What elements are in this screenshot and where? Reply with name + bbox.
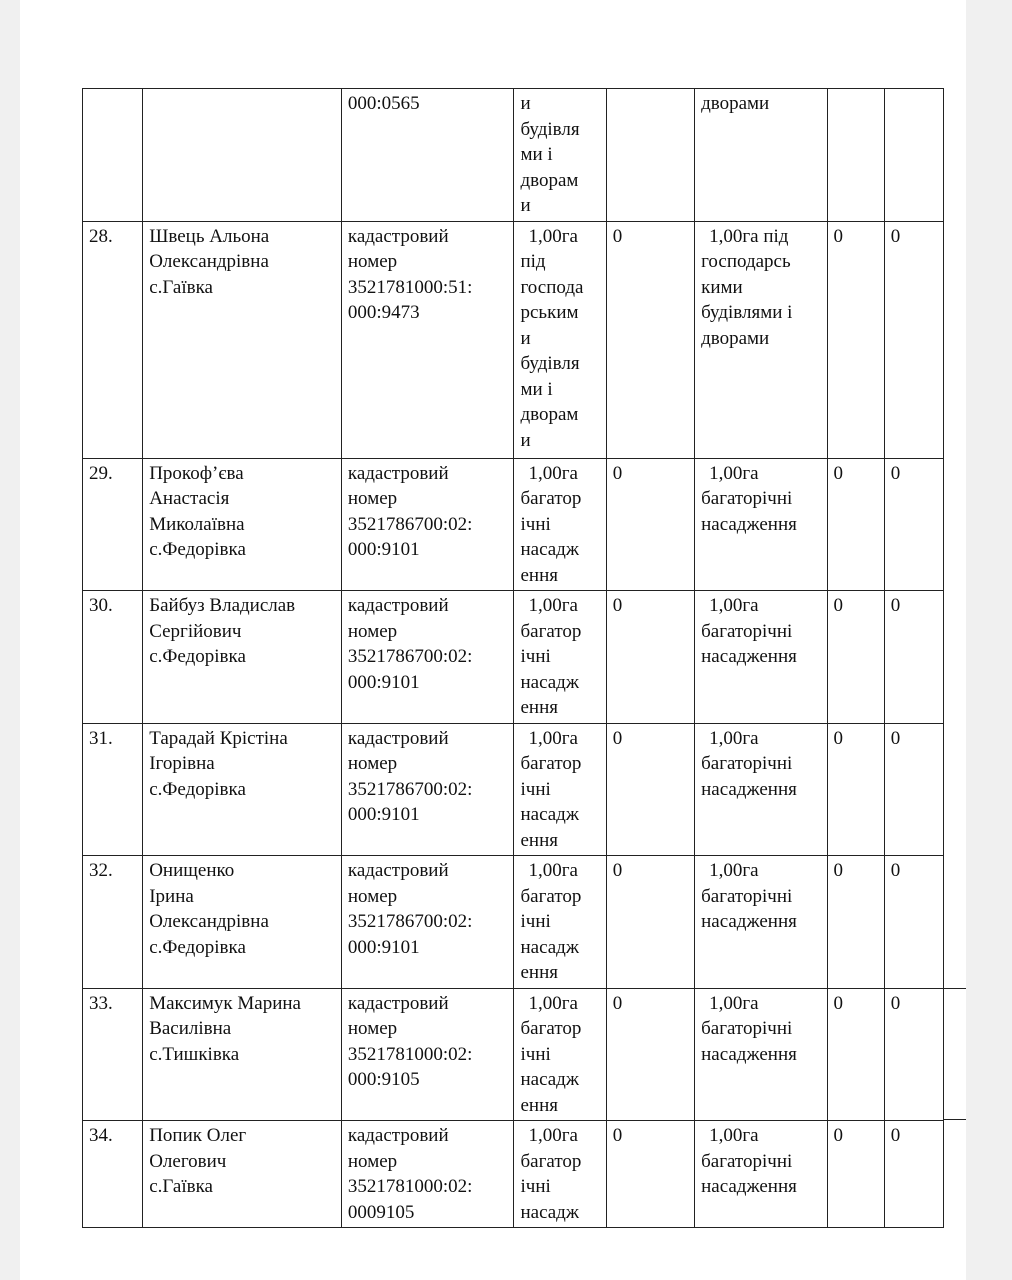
cadastral-line: 0009105 — [347, 1201, 415, 1223]
person-name-line: Миколаївна — [149, 513, 245, 535]
table-row — [83, 221, 944, 458]
purpose-line: багаторічні — [701, 1018, 793, 1039]
value-zero: 0 — [612, 595, 623, 616]
cell-col8 — [884, 723, 943, 856]
cell-num — [83, 856, 143, 989]
value-zero: 0 — [833, 225, 844, 247]
person-name-line: Олегович — [149, 1150, 227, 1172]
cell-purpose — [695, 89, 827, 222]
purpose-line: 1,00га — [709, 462, 759, 484]
person-name-line: Максимук Марина — [149, 992, 301, 1014]
table-row — [83, 988, 944, 1121]
cadastral-line: 3521786700:02: — [347, 513, 473, 535]
cell-col5 — [606, 988, 694, 1121]
cell-num — [83, 458, 143, 591]
cell-num — [83, 988, 143, 1121]
cadastral-line: кадастровий — [347, 225, 449, 247]
person-name-line: Тарадай Крістіна — [149, 727, 288, 749]
area-line: багатор — [520, 1018, 582, 1039]
cell-area — [514, 591, 606, 724]
cell-col5 — [606, 591, 694, 724]
value-zero: 0 — [890, 225, 901, 247]
person-name-line: Байбуз Владислав — [149, 595, 296, 616]
person-name-line: Ігорівна — [149, 753, 215, 774]
area-line: багатор — [520, 620, 582, 642]
purpose-line: 1,00га — [709, 1125, 759, 1146]
area-line: господа — [520, 276, 584, 298]
value-zero: 0 — [612, 225, 623, 247]
cadastral-line: номер — [347, 620, 398, 642]
cell-col5 — [606, 221, 694, 458]
cadastral-line: номер — [347, 885, 398, 907]
area-line: ічні — [520, 513, 551, 535]
purpose-line: 1,00га — [709, 595, 759, 616]
cell-col8 — [884, 89, 943, 222]
value-zero: 0 — [833, 462, 844, 484]
purpose-line: кими — [701, 276, 743, 298]
cadastral-line: номер — [347, 1018, 398, 1039]
cell-cadastral — [341, 458, 514, 591]
area-line: ення — [520, 962, 558, 983]
row-divider-extension — [944, 1119, 966, 1120]
cell-purpose — [695, 988, 827, 1121]
table-row — [83, 723, 944, 856]
cell-col8 — [884, 988, 943, 1121]
cell-col7 — [827, 89, 884, 222]
cell-col7 — [827, 458, 884, 591]
value-zero: 0 — [833, 860, 844, 881]
person-name-line: Олександрівна — [149, 911, 269, 932]
cadastral-line: 000:9101 — [347, 804, 420, 825]
cadastral-line: кадастровий — [347, 860, 449, 881]
cadastral-line: 3521781000:02: — [347, 1176, 473, 1197]
cell-name — [143, 591, 342, 724]
purpose-line: 1,00га — [709, 860, 759, 881]
cell-num — [83, 89, 143, 222]
value-zero: 0 — [612, 992, 623, 1014]
purpose-line: насадження — [701, 778, 797, 800]
area-line: насадж — [520, 804, 579, 825]
area-line: 1,00га — [528, 462, 578, 484]
cell-purpose — [695, 458, 827, 591]
purpose-line: насадження — [701, 646, 797, 667]
row-number: 30. — [89, 595, 113, 616]
cadastral-line: 000:9101 — [347, 539, 420, 560]
person-name-line: с.Гаївка — [149, 1176, 213, 1197]
value-zero: 0 — [612, 727, 623, 749]
person-name-line: Василівна — [149, 1018, 232, 1039]
cell-area — [514, 988, 606, 1121]
purpose-line: насадження — [701, 1043, 797, 1065]
cell-col7 — [827, 591, 884, 724]
purpose-line: насадження — [701, 513, 797, 535]
purpose-line: багаторічні — [701, 885, 793, 907]
row-number: 29. — [89, 462, 113, 484]
person-name-line: Ірина — [149, 885, 194, 907]
table-row — [83, 856, 944, 989]
area-line: ення — [520, 829, 558, 851]
value-zero: 0 — [612, 860, 623, 881]
cadastral-line: кадастровий — [347, 727, 449, 749]
cell-purpose — [695, 856, 827, 989]
cell-num — [83, 723, 143, 856]
purpose-line: багаторічні — [701, 1150, 793, 1172]
purpose-line: дворами — [701, 327, 770, 349]
area-line: ення — [520, 1094, 558, 1116]
cell-col7 — [827, 723, 884, 856]
cell-num — [83, 1121, 143, 1228]
area-line: и — [520, 429, 531, 451]
area-line: ічні — [520, 1043, 551, 1065]
purpose-line: господарсь — [701, 251, 791, 272]
cell-name — [143, 221, 342, 458]
value-zero: 0 — [890, 860, 901, 881]
person-name-line: Швець Альона — [149, 225, 270, 247]
cadastral-line: кадастровий — [347, 992, 449, 1014]
cell-cadastral — [341, 1121, 514, 1228]
purpose-line: насадження — [701, 1176, 797, 1197]
cell-purpose — [695, 221, 827, 458]
cadastral-line: 3521786700:02: — [347, 911, 473, 932]
table-row-continuation — [83, 89, 944, 222]
value-zero: 0 — [833, 1125, 844, 1146]
cell-col8 — [884, 591, 943, 724]
person-name-line: Попик Олег — [149, 1125, 247, 1146]
cadastral-line: 3521781000:02: — [347, 1043, 473, 1065]
cell-col7 — [827, 988, 884, 1121]
cell-name — [143, 458, 342, 591]
area-line: и — [520, 93, 531, 114]
cell-col5 — [606, 1121, 694, 1228]
area-line: насадж — [520, 936, 579, 958]
area-line: и — [520, 195, 531, 216]
value-zero: 0 — [833, 992, 844, 1014]
cell-cadastral — [341, 89, 514, 222]
purpose-line: будівлями і — [701, 302, 793, 323]
area-line: під — [520, 251, 546, 272]
area-line: 1,00га — [528, 1125, 578, 1146]
area-line: 1,00га — [528, 727, 578, 749]
purpose-line: насадження — [701, 911, 797, 932]
cell-name — [143, 1121, 342, 1228]
area-line: будівля — [520, 118, 580, 140]
row-number: 33. — [89, 992, 113, 1014]
area-line: насадж — [520, 1201, 579, 1223]
person-name-line: Прокоф’єва — [149, 462, 244, 484]
cell-area — [514, 221, 606, 458]
value-zero: 0 — [890, 1125, 901, 1146]
cadastral-line: кадастровий — [347, 595, 449, 616]
table-row — [83, 458, 944, 591]
cell-area — [514, 723, 606, 856]
land-allocation-table — [82, 88, 944, 1228]
area-line: багатор — [520, 488, 582, 509]
cell-cadastral — [341, 856, 514, 989]
cadastral-line: 3521781000:51: — [347, 276, 473, 298]
cell-area — [514, 89, 606, 222]
cell-area — [514, 856, 606, 989]
cell-col8 — [884, 856, 943, 989]
cell-cadastral — [341, 988, 514, 1121]
cell-area — [514, 458, 606, 591]
area-line: дворам — [520, 404, 579, 425]
area-line: рським — [520, 302, 579, 323]
cadastral-line: 3521786700:02: — [347, 646, 473, 667]
cell-num — [83, 221, 143, 458]
area-line: 1,00га — [528, 595, 578, 616]
cell-col8 — [884, 221, 943, 458]
row-divider-extension — [944, 988, 966, 989]
area-line: ічні — [520, 1176, 551, 1197]
value-zero: 0 — [833, 595, 844, 616]
cadastral-line: номер — [347, 1150, 398, 1172]
cell-col5 — [606, 89, 694, 222]
cadastral-line: номер — [347, 753, 398, 774]
area-line: багатор — [520, 885, 582, 907]
cadastral-line: 000:9105 — [347, 1069, 420, 1090]
cadastral-line: кадастровий — [347, 1125, 449, 1146]
cell-name — [143, 89, 342, 222]
purpose-line: дворами — [701, 93, 770, 114]
purpose-line: 1,00га — [709, 727, 759, 749]
cell-col5 — [606, 458, 694, 591]
cadastral-line: кадастровий — [347, 462, 449, 484]
cell-col8 — [884, 458, 943, 591]
cell-col8 — [884, 1121, 943, 1228]
person-name-line: Анастасія — [149, 488, 230, 509]
area-line: багатор — [520, 1150, 582, 1172]
cell-purpose — [695, 591, 827, 724]
person-name-line: с.Федорівка — [149, 646, 246, 667]
cadastral-line: номер — [347, 251, 398, 272]
cadastral-line: номер — [347, 488, 398, 509]
cell-cadastral — [341, 591, 514, 724]
value-zero: 0 — [890, 462, 901, 484]
cell-col5 — [606, 856, 694, 989]
area-line: 1,00га — [528, 992, 578, 1014]
cell-col7 — [827, 221, 884, 458]
person-name-line: с.Федорівка — [149, 539, 246, 560]
value-zero: 0 — [612, 462, 623, 484]
cell-num — [83, 591, 143, 724]
cell-col7 — [827, 856, 884, 989]
area-line: насадж — [520, 1069, 579, 1090]
area-line: ічні — [520, 911, 551, 932]
cell-purpose — [695, 723, 827, 856]
area-line: дворам — [520, 169, 579, 191]
value-zero: 0 — [890, 992, 901, 1014]
cell-cadastral — [341, 221, 514, 458]
area-line: 1,00га — [528, 860, 578, 881]
purpose-line: багаторічні — [701, 753, 793, 774]
cadastral-line: 3521786700:02: — [347, 778, 473, 800]
area-line: ення — [520, 564, 558, 586]
purpose-line: 1,00га — [709, 992, 759, 1014]
cell-name — [143, 723, 342, 856]
area-line: насадж — [520, 671, 579, 693]
table-row — [83, 591, 944, 724]
cell-cadastral — [341, 723, 514, 856]
row-number: 34. — [89, 1125, 113, 1146]
cell-name — [143, 856, 342, 989]
area-line: будівля — [520, 353, 580, 374]
cadastral-line: 000:0565 — [347, 93, 420, 114]
value-zero: 0 — [890, 727, 901, 749]
person-name-line: с.Гаївка — [149, 276, 213, 298]
area-line: ми і — [520, 378, 553, 400]
table-row — [83, 1121, 944, 1228]
purpose-line: багаторічні — [701, 488, 793, 509]
value-zero: 0 — [890, 595, 901, 616]
cell-col7 — [827, 1121, 884, 1228]
value-zero: 0 — [612, 1125, 623, 1146]
cadastral-line: 000:9101 — [347, 671, 420, 693]
purpose-line: багаторічні — [701, 620, 793, 642]
area-line: ми і — [520, 144, 553, 165]
area-line: насадж — [520, 539, 579, 560]
person-name-line: с.Тишківка — [149, 1043, 240, 1065]
person-name-line: Сергійович — [149, 620, 242, 642]
area-line: и — [520, 327, 531, 349]
cadastral-line: 000:9101 — [347, 936, 420, 958]
cell-col5 — [606, 723, 694, 856]
row-number: 31. — [89, 727, 113, 749]
table-body — [83, 89, 944, 1228]
cell-name — [143, 988, 342, 1121]
cell-area — [514, 1121, 606, 1228]
person-name-line: Олександрівна — [149, 251, 269, 272]
person-name-line: с.Федорівка — [149, 778, 246, 800]
area-line: 1,00га — [528, 225, 578, 247]
area-line: багатор — [520, 753, 582, 774]
row-number: 32. — [89, 860, 113, 881]
cell-purpose — [695, 1121, 827, 1228]
person-name-line: Онищенко — [149, 860, 235, 881]
purpose-line: 1,00га під — [709, 225, 789, 247]
person-name-line: с.Федорівка — [149, 936, 246, 958]
row-number: 28. — [89, 225, 113, 247]
cadastral-line: 000:9473 — [347, 302, 420, 323]
area-line: ення — [520, 697, 558, 718]
value-zero: 0 — [833, 727, 844, 749]
area-line: ічні — [520, 646, 551, 667]
area-line: ічні — [520, 778, 551, 800]
